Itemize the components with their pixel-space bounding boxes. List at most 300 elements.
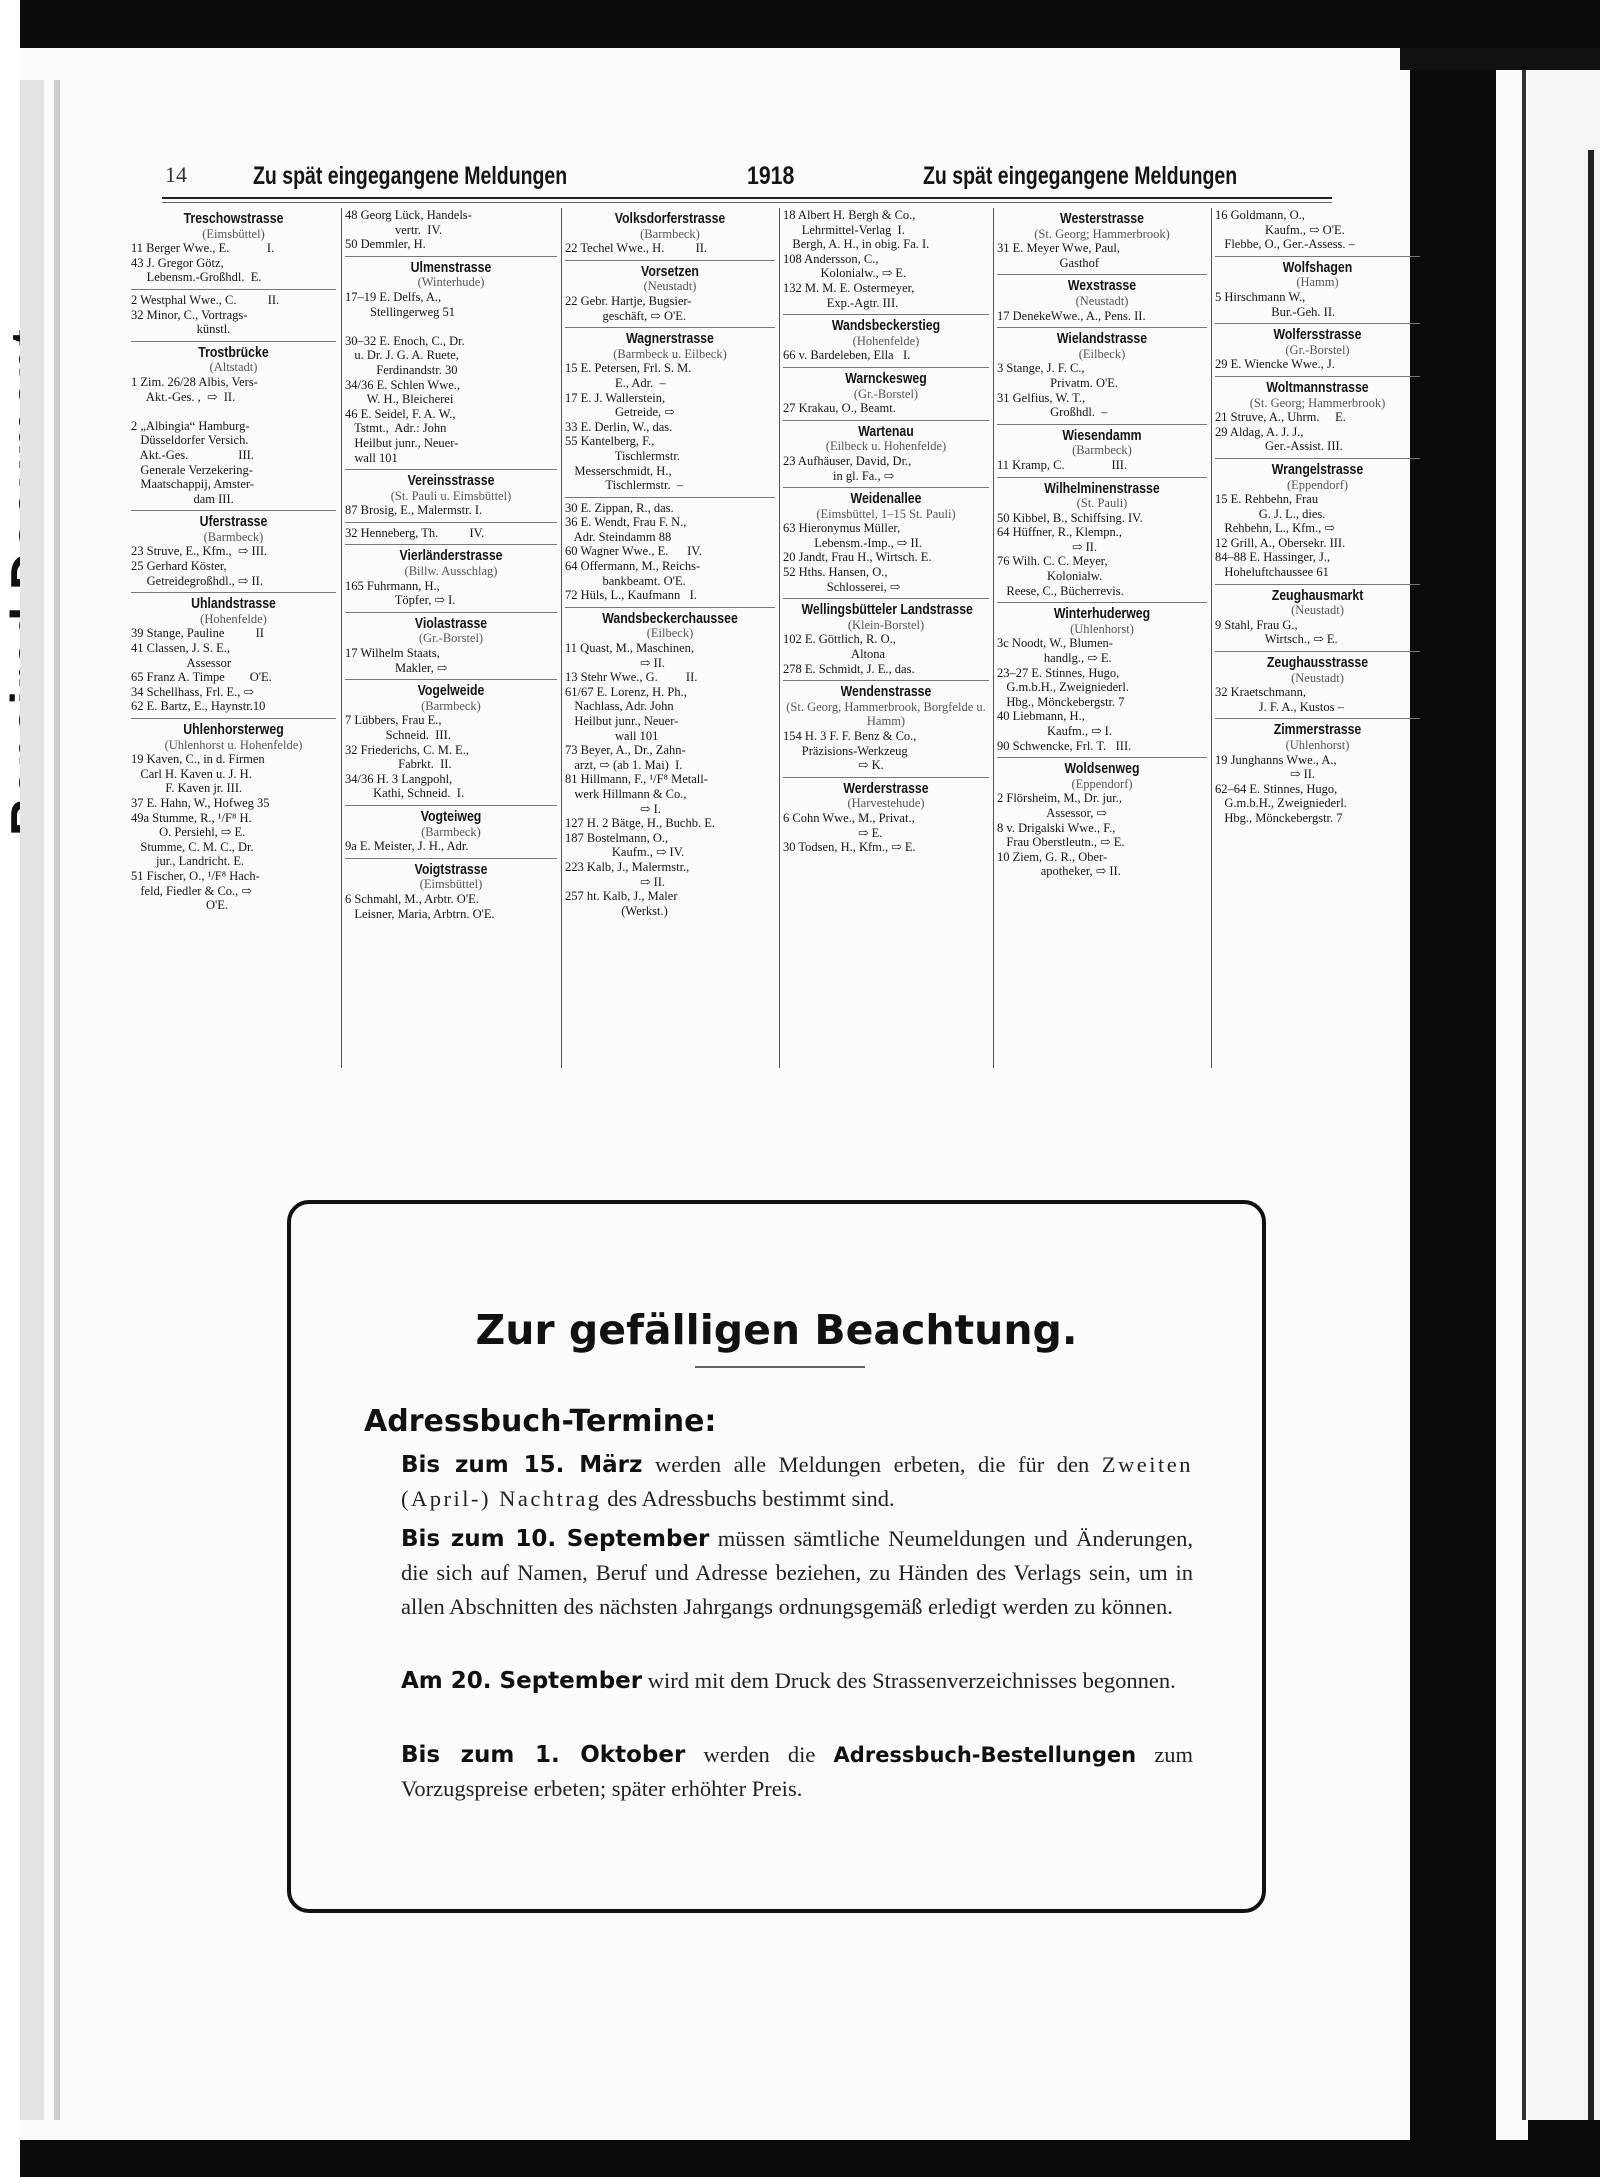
directory-entry: Frau Oberstleutn., ⇨ E. — [997, 835, 1125, 850]
directory-entry: 55 Kantelberg, F., — [565, 434, 655, 449]
directory-entry: 108 Andersson, C., — [783, 251, 879, 266]
district-label: (Eimsbüttel, 1–15 St. Pauli) — [816, 506, 956, 521]
street-heading: Wendenstrasse — [840, 683, 932, 701]
section-rule — [783, 777, 989, 778]
directory-entry: 25 Gerhard Köster, — [131, 559, 227, 574]
street-heading: Warnckesweg — [845, 369, 927, 387]
header-year: 1918 — [747, 162, 795, 190]
directory-entry: Kathi, Schneid. I. — [345, 786, 465, 801]
page-binding-line — [54, 80, 60, 2120]
directory-entry: 32 Kraetschmann, — [1215, 685, 1306, 700]
directory-entry: G. J. L., dies. — [1215, 506, 1326, 521]
directory-entry: 102 E. Göttlich, R. O., — [783, 632, 896, 647]
directory-column-1 — [131, 208, 336, 1070]
directory-entry: 17 Wilhelm Staats, — [345, 646, 440, 661]
directory-entry: 2 „Albingia“ Hamburg- — [131, 418, 250, 433]
directory-entry: 23 Aufhäuser, David, Dr., — [783, 453, 912, 468]
deadline-label: Bis zum 1. Oktober — [401, 1742, 686, 1768]
section-rule — [783, 420, 989, 421]
directory-entry: Kaufm., ⇨ I. — [997, 724, 1112, 738]
district-label: (Uhlenhorst) — [1285, 738, 1350, 752]
directory-entry: 32 Minor, C., Vortrags- — [131, 307, 248, 322]
directory-entry: 1 Zim. 26/28 Albis, Vers- — [131, 374, 258, 389]
header-right-title: Zu spät eingegangene Meldungen — [923, 162, 1238, 190]
section-rule — [345, 805, 557, 806]
column-divider — [993, 208, 994, 1068]
directory-entry: 132 M. M. E. Ostermeyer, — [783, 280, 915, 295]
directory-entry: 278 E. Schmidt, J. E., das. — [783, 661, 915, 676]
section-rule — [345, 612, 557, 613]
notice-paragraph-1 — [401, 1448, 1193, 1516]
directory-entry — [345, 319, 557, 334]
directory-entry: 12 Grill, A., Obersekr. III. — [1215, 535, 1346, 550]
directory-entry: Exp.-Agtr. III. — [783, 295, 899, 310]
column-divider — [1211, 208, 1212, 1068]
header-rule — [162, 197, 1332, 199]
directory-entry: 39 Stange, Pauline II — [131, 626, 264, 641]
directory-entry: 17 DenekeWwe., A., Pens. II. — [997, 308, 1146, 323]
directory-entry: Wirtsch., ⇨ E. — [1215, 632, 1338, 647]
directory-entry: Flebbe, O., Ger.-Assess. – — [1215, 237, 1355, 252]
directory-entry: 73 Beyer, A., Dr., Zahn- — [565, 743, 686, 758]
directory-entry: werk Hillmann & Co., — [565, 786, 687, 801]
directory-entry: wall 101 — [565, 728, 659, 743]
directory-entry: 3c Noodt, W., Blumen- — [997, 636, 1113, 651]
district-label: (Neustadt) — [1291, 603, 1344, 618]
directory-entry: wall 101 — [345, 450, 398, 465]
directory-entry: 8 v. Drigalski Wwe., F., — [997, 820, 1116, 835]
directory-entry: O'E. — [131, 898, 229, 913]
directory-entry: 6 Schmahl, M., Arbtr. O'E. — [345, 891, 479, 906]
directory-entry: 61/67 E. Lorenz, H. Ph., — [565, 684, 687, 699]
directory-entry: 51 Fischer, O., ¹/F⁸ Hach- — [131, 868, 260, 883]
street-heading: Uhlandstrasse — [191, 595, 276, 613]
section-rule — [565, 260, 775, 261]
directory-entry: Carl H. Kaven u. J. H. — [131, 766, 252, 781]
directory-entry: 33 E. Derlin, W., das. — [565, 419, 673, 434]
directory-entry: 87 Brosig, E., Malermstr. I. — [345, 503, 483, 518]
section-rule — [997, 477, 1207, 478]
section-rule — [565, 327, 775, 328]
directory-entry: 2 Flörsheim, M., Dr. jur., — [997, 791, 1123, 806]
directory-entry: 11 Berger Wwe., E. I. — [131, 241, 275, 256]
directory-entry: Ger.-Assist. III. — [1215, 439, 1343, 454]
street-heading: Uhlenhorsterweg — [183, 721, 284, 738]
section-rule — [997, 602, 1207, 603]
directory-entry: Düsseldorfer Versich. — [131, 433, 249, 448]
directory-entry: 41 Classen, J. S. E., — [131, 641, 230, 656]
directory-entry: 5 Hirschmann W., — [1215, 289, 1306, 304]
directory-entry: arzt, ⇨ (ab 1. Mai) I. — [565, 757, 683, 772]
section-rule — [997, 424, 1207, 425]
street-heading: Winterhuderweg — [1053, 605, 1151, 623]
column-divider — [779, 208, 780, 1068]
district-label: (Barmbeck) — [421, 824, 481, 839]
directory-entry: 23–27 E. Stinnes, Hugo, — [997, 665, 1120, 680]
directory-entry: Nachlass, Adr. John — [565, 699, 674, 714]
section-rule — [1215, 584, 1420, 585]
directory-entry: Leisner, Maria, Arbtrn. O'E. — [345, 906, 495, 921]
notice-text: müssen sämtliche Neumeldungen und Änderungen, die sich auf Namen, Beruf und Adresse beziehen, zu Händen des Verlags sein, um in allen Abschnitten des nächsten Jahrgangs ordnungsgemäß erledigt werden zu können. — [401, 1526, 1193, 1619]
directory-entry: 3 Stange, J. F. C., — [997, 361, 1085, 376]
directory-entry: 52 Hths. Hansen, O., — [783, 565, 888, 580]
notice-subtitle: Adressbuch-Termine: — [364, 1404, 717, 1439]
directory-entry: 31 E. Meyer Wwe, Paul, — [997, 241, 1121, 256]
street-heading: Voigtstrasse — [414, 860, 488, 878]
directory-entry: Privatm. O'E. — [997, 375, 1118, 390]
directory-entry: 9 Stahl, Frau G., — [1215, 617, 1298, 632]
directory-entry: 29 E. Wiencke Wwe., J. — [1215, 357, 1335, 372]
directory-entry: Generale Verzekering- — [131, 462, 253, 477]
directory-entry: Hoheluftchaussee 61 — [1215, 565, 1329, 580]
directory-entry: Heilbut junr., Neuer- — [565, 714, 679, 728]
directory-entry: bankbeamt. O'E. — [565, 573, 686, 588]
district-label: (Uhlenhorst) — [1070, 621, 1134, 636]
district-label: (Hohenfelde) — [200, 611, 267, 626]
directory-entry: 15 E. Petersen, Frl. S. M. — [565, 361, 692, 376]
directory-entry: 7 Lübbers, Frau E., — [345, 713, 442, 728]
directory-entry: O. Persiehl, ⇨ E. — [131, 825, 246, 840]
district-label: (Gr.-Borstel) — [418, 631, 484, 646]
directory-entry: Kolonialw. — [997, 569, 1103, 584]
directory-column-6 — [1215, 208, 1420, 1070]
directory-entry: ⇨ II. — [1215, 767, 1316, 782]
district-label: (Gr.-Borstel) — [1285, 342, 1350, 357]
adjacent-page-edge — [1588, 150, 1594, 2120]
street-heading: Wrangelstrasse — [1271, 460, 1364, 478]
directory-entry: ⇨ I. — [565, 801, 661, 816]
street-heading: Wolfersstrasse — [1273, 326, 1362, 344]
directory-entry: 46 E. Seidel, F. A. W., — [345, 406, 456, 421]
district-label: (St. Pauli u. Eimsbüttel) — [390, 488, 512, 503]
directory-entry: 32 Henneberg, Th. IV. — [345, 525, 485, 540]
directory-entry: 127 H. 2 Bätge, H., Buchb. E. — [565, 816, 715, 831]
directory-entry: Makler, ⇨ — [345, 660, 448, 675]
notice-text-bold: Adressbuch-Bestellungen — [833, 1743, 1137, 1767]
district-label: (Eppendorf) — [1286, 477, 1349, 492]
district-label: (St. Georg, Hammerbrook, Borgfelde u. Hamm) — [786, 699, 986, 729]
street-heading: Woldsenweg — [1064, 760, 1140, 778]
section-rule — [131, 592, 336, 593]
directory-entry: feld, Fiedler & Co., ⇨ — [131, 883, 252, 898]
directory-entry: Stumme, C. M. C., Dr. — [131, 839, 254, 854]
header-left-title: Zu spät eingegangene Meldungen — [253, 162, 568, 190]
district-label: (Barmbeck) — [1072, 443, 1132, 458]
directory-entry: ⇨ II. — [997, 539, 1098, 554]
directory-entry: 49a Stumme, R., ¹/F⁸ H. — [131, 810, 252, 825]
section-rule — [1215, 651, 1420, 652]
street-heading: Ulmenstrasse — [410, 258, 492, 276]
directory-entry: 154 H. 3 F. F. Benz & Co., — [783, 729, 917, 743]
directory-entry: 30 Todsen, H., Kfm., ⇨ E. — [783, 840, 916, 855]
section-rule — [1215, 718, 1420, 719]
directory-entry: Schlosserei, ⇨ — [783, 579, 901, 594]
directory-entry: Lebensm.-Großhdl. E. — [131, 270, 262, 285]
directory-entry: Messerschmidt, H., — [565, 463, 672, 478]
deadline-label: Bis zum 10. September — [401, 1526, 710, 1552]
directory-entry: Kaufm., ⇨ IV. — [565, 845, 685, 860]
street-heading: Volksdorferstrasse — [614, 210, 726, 227]
district-label: (Eilbeck) — [646, 626, 694, 641]
directory-entry: 257 ht. Kalb, J., Maler — [565, 889, 678, 904]
directory-entry: Töpfer, ⇨ I. — [345, 593, 456, 608]
directory-entry: Lebensm.-Imp., ⇨ II. — [783, 535, 922, 550]
directory-entry: 64 Offermann, M., Reichs- — [565, 559, 701, 574]
directory-entry: 2 Westphal Wwe., C. II. — [131, 292, 280, 307]
district-label: (Eimsbüttel) — [202, 226, 265, 241]
district-label: (St. Georg; Hammerbrook) — [1034, 226, 1170, 241]
directory-entry: 64 Hüffner, R., Klempn., — [997, 525, 1122, 540]
directory-entry: Getreidegroßhdl., ⇨ II. — [131, 573, 263, 588]
notice-paragraph-3 — [401, 1664, 1193, 1698]
directory-entry: 63 Hieronymus Müller, — [783, 521, 901, 536]
directory-entry: 76 Wilh. C. C. Meyer, — [997, 554, 1108, 569]
section-rule — [1215, 256, 1420, 257]
page-binding-edge — [20, 80, 44, 2120]
district-label: (St. Georg; Hammerbrook) — [1249, 395, 1386, 410]
directory-entry: Tischlermstr. — [565, 448, 680, 463]
gutter-rule — [1522, 60, 1526, 2120]
directory-entry: Altona — [783, 647, 886, 662]
directory-entry: Großhdl. – — [997, 405, 1108, 420]
directory-column-4 — [783, 208, 989, 1070]
street-heading: Wielandstrasse — [1056, 330, 1148, 348]
street-heading: Treschowstrasse — [183, 210, 284, 227]
section-rule — [997, 757, 1207, 758]
notice-paragraph-2 — [401, 1522, 1193, 1624]
directory-entry: 60 Wagner Wwe., E. IV. — [565, 544, 702, 559]
street-heading: Vorsetzen — [641, 262, 699, 280]
notice-text: werden alle Meldungen erbeten, die für den — [642, 1452, 1102, 1477]
directory-entry: 13 Stehr Wwe., G. II. — [565, 670, 698, 685]
directory-entry: 50 Demmler, H. — [345, 237, 426, 252]
street-heading: Vierländerstrasse — [399, 547, 503, 565]
directory-entry: Ferdinandstr. 30 — [345, 362, 458, 377]
street-heading: Weidenallee — [850, 490, 922, 508]
directory-entry: Akt.-Ges. III. — [131, 447, 254, 462]
notice-text: zum Vorzugspreise erbeten; später erhöhter Preis. — [401, 1742, 1193, 1801]
notice-text-spaced: Zweiten (April-) Nachtrag — [401, 1452, 1193, 1511]
notice-text: werden die — [685, 1742, 834, 1767]
directory-entry: Rehbehn, L., Kfm., ⇨ — [1215, 521, 1335, 536]
directory-entry: Lehrmittel-Verlag I. — [783, 222, 905, 237]
street-heading: Wartenau — [858, 422, 914, 440]
directory-entry: 62 E. Bartz, E., Haynstr.10 — [131, 699, 266, 714]
street-heading: Werderstrasse — [843, 779, 929, 797]
directory-entry: 72 Hüls, L., Kaufmann I. — [565, 588, 697, 603]
street-heading: Wandsbeckerstieg — [831, 317, 941, 335]
directory-entry: 32 Friederichs, C. M. E., — [345, 742, 469, 757]
directory-entry: Schneid. III. — [345, 728, 451, 742]
section-rule — [565, 607, 775, 608]
directory-entry: dam III. — [131, 491, 234, 506]
street-heading: Wagnerstrasse — [626, 330, 714, 348]
directory-entry: G.m.b.H., Zweigniederl. — [997, 680, 1129, 695]
directory-entry: 27 Krakau, O., Beamt. — [783, 401, 896, 416]
directory-entry: J. F. A., Kustos – — [1215, 699, 1344, 714]
directory-entry: Assessor, ⇨ — [997, 805, 1107, 820]
section-rule — [565, 497, 775, 498]
directory-entry: G.m.b.H., Zweigniederl. — [1215, 796, 1347, 811]
directory-entry: 34/36 E. Schlen Wwe., — [345, 377, 461, 392]
directory-entry: 187 Bostelmann, O., — [565, 830, 669, 845]
section-rule — [345, 469, 557, 470]
directory-entry: 30–32 E. Enoch, C., Dr. — [345, 333, 465, 348]
directory-entry: 15 E. Rehbehn, Frau — [1215, 492, 1319, 507]
street-heading: Zeughausstrasse — [1266, 654, 1369, 672]
notice-paragraph-4 — [401, 1738, 1193, 1806]
notice-title: Zur gefälligen Beachtung. — [475, 1306, 1078, 1354]
street-heading: Vogelweide — [417, 682, 485, 700]
district-label: (Neustadt) — [1075, 293, 1129, 308]
directory-entry: 17–19 E. Delfs, A., — [345, 289, 442, 304]
directory-entry: 6 Cohn Wwe., M., Privat., — [783, 810, 915, 825]
district-label: (Barmbeck) — [640, 226, 700, 241]
directory-entry: u. Dr. J. G. A. Ruete, — [345, 348, 459, 363]
directory-entry: ⇨ K. — [783, 758, 884, 773]
street-heading: Wolfshagen — [1282, 258, 1353, 276]
section-rule — [783, 314, 989, 315]
section-rule — [345, 858, 557, 859]
district-label: (Eilbeck u. Hohenfelde) — [825, 439, 947, 454]
directory-entry: 20 Jandt, Frau H., Wirtsch. E. — [783, 550, 932, 565]
directory-entry: 34/36 H. 3 Langpohl, — [345, 771, 453, 786]
district-label: (Klein-Borstel) — [847, 617, 925, 632]
directory-entry: Kaufm., ⇨ O'E. — [1215, 222, 1345, 237]
directory-entry: 30 E. Zippan, R., das. — [565, 500, 674, 515]
directory-entry: 22 Techel Wwe., H. II. — [565, 241, 708, 256]
directory-entry: Gasthof — [997, 255, 1100, 270]
page-header — [155, 158, 1330, 198]
directory-entry: 62–64 E. Stinnes, Hugo, — [1215, 781, 1338, 796]
directory-entry: F. Kaven jr. III. — [131, 781, 243, 796]
directory-entry: E., Adr. – — [565, 375, 666, 390]
directory-entry: 48 Georg Lück, Handels- — [345, 208, 472, 222]
directory-entry: 22 Gebr. Hartje, Bugsier- — [565, 293, 692, 308]
directory-entry: ⇨ II. — [565, 655, 666, 670]
directory-entry: Akt.-Ges. , ⇨ II. — [131, 389, 236, 404]
directory-entry: 11 Quast, M., Maschinen, — [565, 641, 695, 656]
directory-entry: 29 Aldag, A. J. J., — [1215, 424, 1304, 439]
district-label: (Harvestehude) — [847, 796, 925, 811]
district-label: (Eppendorf) — [1071, 776, 1133, 791]
street-heading: Vereinsstrasse — [407, 472, 495, 490]
directory-entry: ⇨ II. — [565, 874, 666, 889]
directory-entry: Assessor — [131, 655, 232, 670]
directory-entry: Fabrkt. II. — [345, 757, 452, 772]
directory-entry: 23 Struve, E., Kfm., ⇨ III. — [131, 544, 268, 559]
section-rule — [1215, 376, 1420, 377]
directory-entry: vertr. IV. — [345, 222, 442, 237]
directory-column-2 — [345, 208, 557, 1070]
directory-entry: künstl. — [131, 322, 231, 337]
district-label: (Neustadt) — [1291, 670, 1344, 685]
directory-column-5 — [997, 208, 1207, 1070]
directory-entry: geschäft, ⇨ O'E. — [565, 308, 687, 323]
section-rule — [783, 487, 989, 488]
directory-entry: apotheker, ⇨ II. — [997, 864, 1121, 879]
directory-entry: 19 Junghanns Wwe., A., — [1215, 752, 1337, 767]
directory-entry: 18 Albert H. Bergh & Co., — [783, 208, 916, 222]
section-rule — [783, 680, 989, 681]
directory-entry: ⇨ E. — [783, 825, 883, 840]
section-rule — [1215, 323, 1420, 324]
directory-entry: 81 Hillmann, F., ¹/F⁸ Metall- — [565, 772, 708, 787]
directory-entry: 165 Fuhrmann, H., — [345, 578, 440, 593]
section-rule — [131, 341, 336, 342]
section-rule — [345, 679, 557, 680]
section-rule — [131, 718, 336, 719]
street-heading: Wiesendamm — [1062, 426, 1142, 444]
deadline-label: Am 20. September — [401, 1668, 643, 1694]
district-label: (Neustadt) — [643, 279, 697, 294]
directory-entry: Bur.-Geh. II. — [1215, 304, 1336, 319]
section-rule — [345, 522, 557, 523]
directory-entry: 19 Kaven, C., in d. Firmen — [131, 752, 265, 767]
street-heading: Uferstrasse — [199, 513, 268, 531]
directory-entry: 66 v. Bardeleben, Ella I. — [783, 348, 911, 363]
directory-entry: 31 Gelfius, W. T., — [997, 390, 1086, 405]
notice-box — [287, 1200, 1266, 1913]
directory-column-3 — [565, 208, 775, 1070]
directory-entry: 10 Ziem, G. R., Ober- — [997, 849, 1108, 864]
directory-entry: 16 Goldmann, O., — [1215, 208, 1305, 222]
directory-entry: 9a E. Meister, J. H., Adr. — [345, 839, 469, 854]
directory-entry: 43 J. Gregor Götz, — [131, 255, 224, 270]
directory-entry: Präzisions-Werkzeug — [783, 743, 908, 758]
directory-entry: (Werkst.) — [565, 903, 668, 918]
directory-entry: Hbg., Mönckebergstr. 7 — [997, 694, 1125, 709]
directory-entry: 50 Kibbel, B., Schiffsing. IV. — [997, 510, 1143, 525]
directory-entry: Reese, C., Bücherrevis. — [997, 583, 1124, 598]
section-rule — [345, 544, 557, 545]
directory-entry: Bergh, A. H., in obig. Fa. I. — [783, 237, 930, 252]
district-label: (Hohenfelde) — [852, 333, 920, 348]
section-rule — [783, 367, 989, 368]
directory-entry: 223 Kalb, J., Malermstr., — [565, 859, 690, 874]
street-heading: Violastrasse — [414, 614, 488, 632]
directory-entry: Kolonialw., ⇨ E. — [783, 266, 907, 281]
directory-entry: 84–88 E. Hassinger, J., — [1215, 550, 1331, 565]
section-rule — [997, 327, 1207, 328]
directory-entry: 90 Schwencke, Frl. T. III. — [997, 738, 1132, 753]
section-rule — [1215, 458, 1420, 459]
street-heading: Woltmannstrasse — [1266, 378, 1369, 396]
directory-entry: 34 Schellhass, Frl. E., ⇨ — [131, 684, 254, 699]
district-label: (Barmbeck) — [421, 698, 481, 713]
column-divider — [561, 208, 562, 1068]
district-label: (Gr.-Borstel) — [853, 386, 919, 401]
district-label: (Billw. Ausschlag) — [404, 564, 498, 579]
street-heading: Wexstrasse — [1067, 277, 1137, 295]
directory-entry: handlg., ⇨ E. — [997, 651, 1112, 666]
deadline-label: Bis zum 15. März — [401, 1452, 643, 1478]
directory-entry — [131, 404, 336, 419]
district-label: (Barmbeck u. Eilbeck) — [613, 346, 727, 361]
directory-entry: Maatschappij, Amster- — [131, 477, 254, 492]
directory-entry: Tstmt., Adr.: John — [345, 421, 447, 436]
header-rule-thin — [162, 202, 1332, 203]
street-heading: Zimmerstrasse — [1273, 721, 1362, 739]
directory-entry: 65 Franz A. Timpe O'E. — [131, 670, 272, 685]
district-label: (Altstadt) — [209, 360, 258, 375]
directory-entry: 17 E. J. Wallerstein, — [565, 390, 666, 405]
directory-entry: 36 E. Wendt, Frau F. N., — [565, 515, 687, 530]
directory-entry: Stellingerweg 51 — [345, 304, 456, 319]
directory-entry: Getreide, ⇨ — [565, 405, 675, 420]
section-rule — [997, 274, 1207, 275]
district-label: (Hamm) — [1296, 275, 1339, 290]
